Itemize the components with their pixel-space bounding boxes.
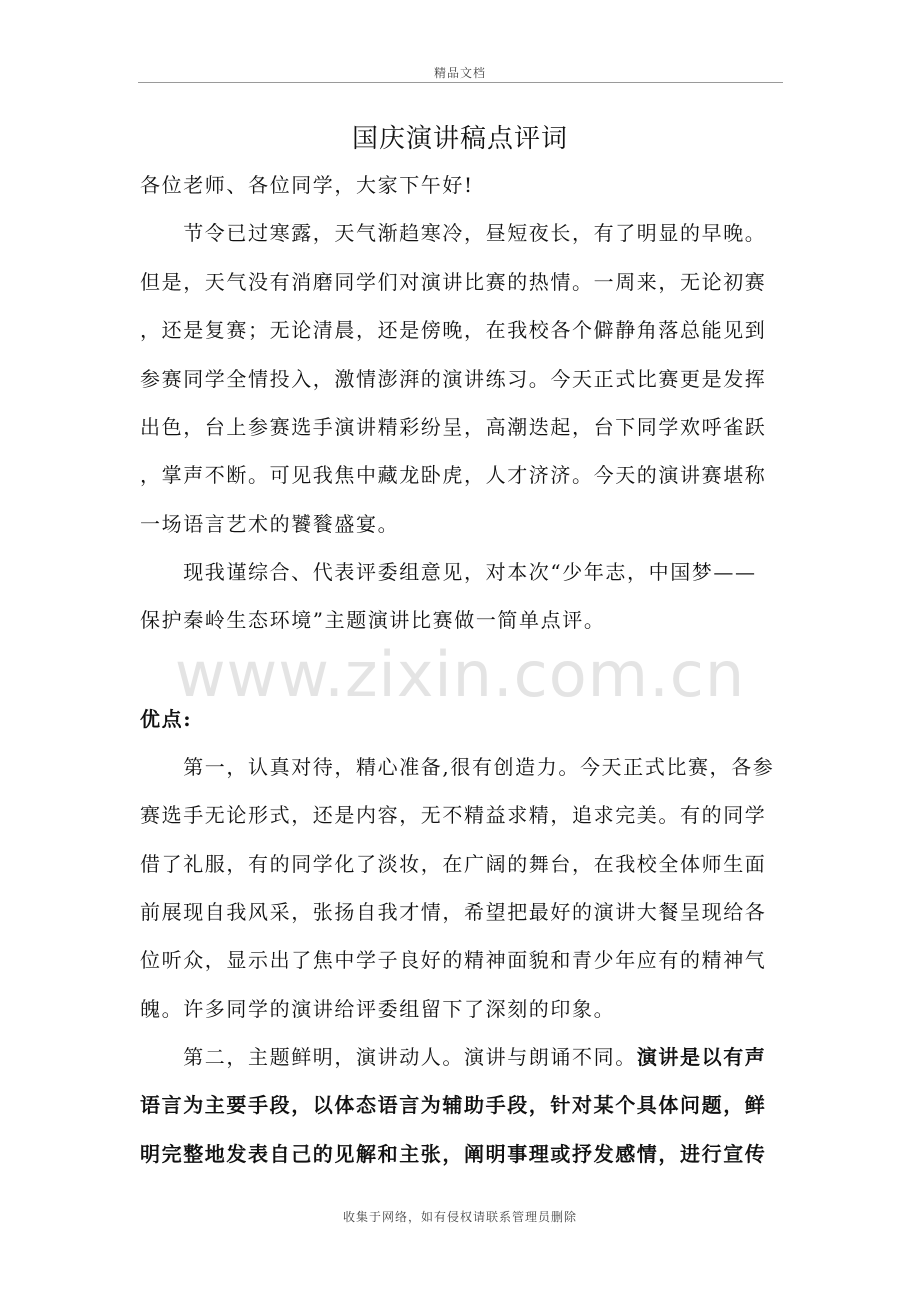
- page-footer: 收集于网络，如有侵权请联系管理员删除: [342, 1210, 577, 1224]
- document-title: 国庆演讲稿点评词: [351, 124, 568, 154]
- plain-text: 第二，主题鲜明，演讲动人。演讲与朗诵不同。: [140, 1045, 637, 1069]
- paragraph-line-mixed: [140, 1043, 780, 1071]
- header-divider: [138, 82, 783, 83]
- paragraph-line: 出色，台上参赛选手演讲精彩纷呈，高潮迭起，台下同学欢呼雀跃: [140, 415, 767, 439]
- paragraph-line: 节令已过寒露，天气渐趋寒冷，昼短夜长，有了明显的早晚。: [140, 221, 767, 245]
- paragraph-line: 但是，天气没有消磨同学们对演讲比赛的热情。一周来，无论初赛: [140, 270, 767, 294]
- page-header: 精品文档: [433, 66, 486, 80]
- watermark: www.zixin.com.cn: [174, 638, 746, 711]
- paragraph-line-bold: 明完整地发表自己的见解和主张，阐明事理或抒发感情，进行宣传: [140, 1142, 767, 1166]
- paragraph-line: 借了礼服，有的同学化了淡妆，在广阔的舞台，在我校全体师生面: [140, 852, 767, 876]
- paragraph-line-bold: 语言为主要手段，以体态语言为辅助手段，针对某个具体问题，鲜: [140, 1093, 767, 1117]
- paragraph-line: 赛选手无论形式，还是内容，无不精益求精，追求完美。有的同学: [140, 803, 767, 827]
- bold-text: 演讲是以有声: [636, 1045, 767, 1069]
- greeting-line: 各位老师、各位同学，大家下午好!: [140, 173, 474, 197]
- paragraph-line: 魄。许多同学的演讲给评委组留下了深刻的印象。: [140, 997, 616, 1021]
- paragraph-line: ，掌声不断。可见我焦中藏龙卧虎，人才济济。今天的演讲赛堪称: [140, 463, 767, 487]
- paragraph-line: 一场语言艺术的饕餮盛宴。: [140, 512, 400, 536]
- paragraph-line: 第一，认真对待，精心准备,很有创造力。今天正式比赛，各参: [140, 755, 775, 779]
- paragraph-line: 前展现自我风采，张扬自我才情，希望把最好的演讲大餐呈现给各: [140, 900, 767, 924]
- paragraph-line: 参赛同学全情投入，激情澎湃的演讲练习。今天正式比赛更是发挥: [140, 367, 767, 391]
- paragraph-line: 保护秦岭生态环境”主题演讲比赛做一简单点评。: [140, 608, 606, 632]
- paragraph-line: 现我谨综合、代表评委组意见，对本次“少年志，中国梦——: [140, 560, 757, 584]
- paragraph-line: ，还是复赛；无论清晨，还是傍晚，在我校各个僻静角落总能见到: [140, 318, 767, 342]
- paragraph-line: 位听众，显示出了焦中学子良好的精神面貌和青少年应有的精神气: [140, 948, 767, 972]
- section-heading-strengths: 优点:: [140, 707, 193, 731]
